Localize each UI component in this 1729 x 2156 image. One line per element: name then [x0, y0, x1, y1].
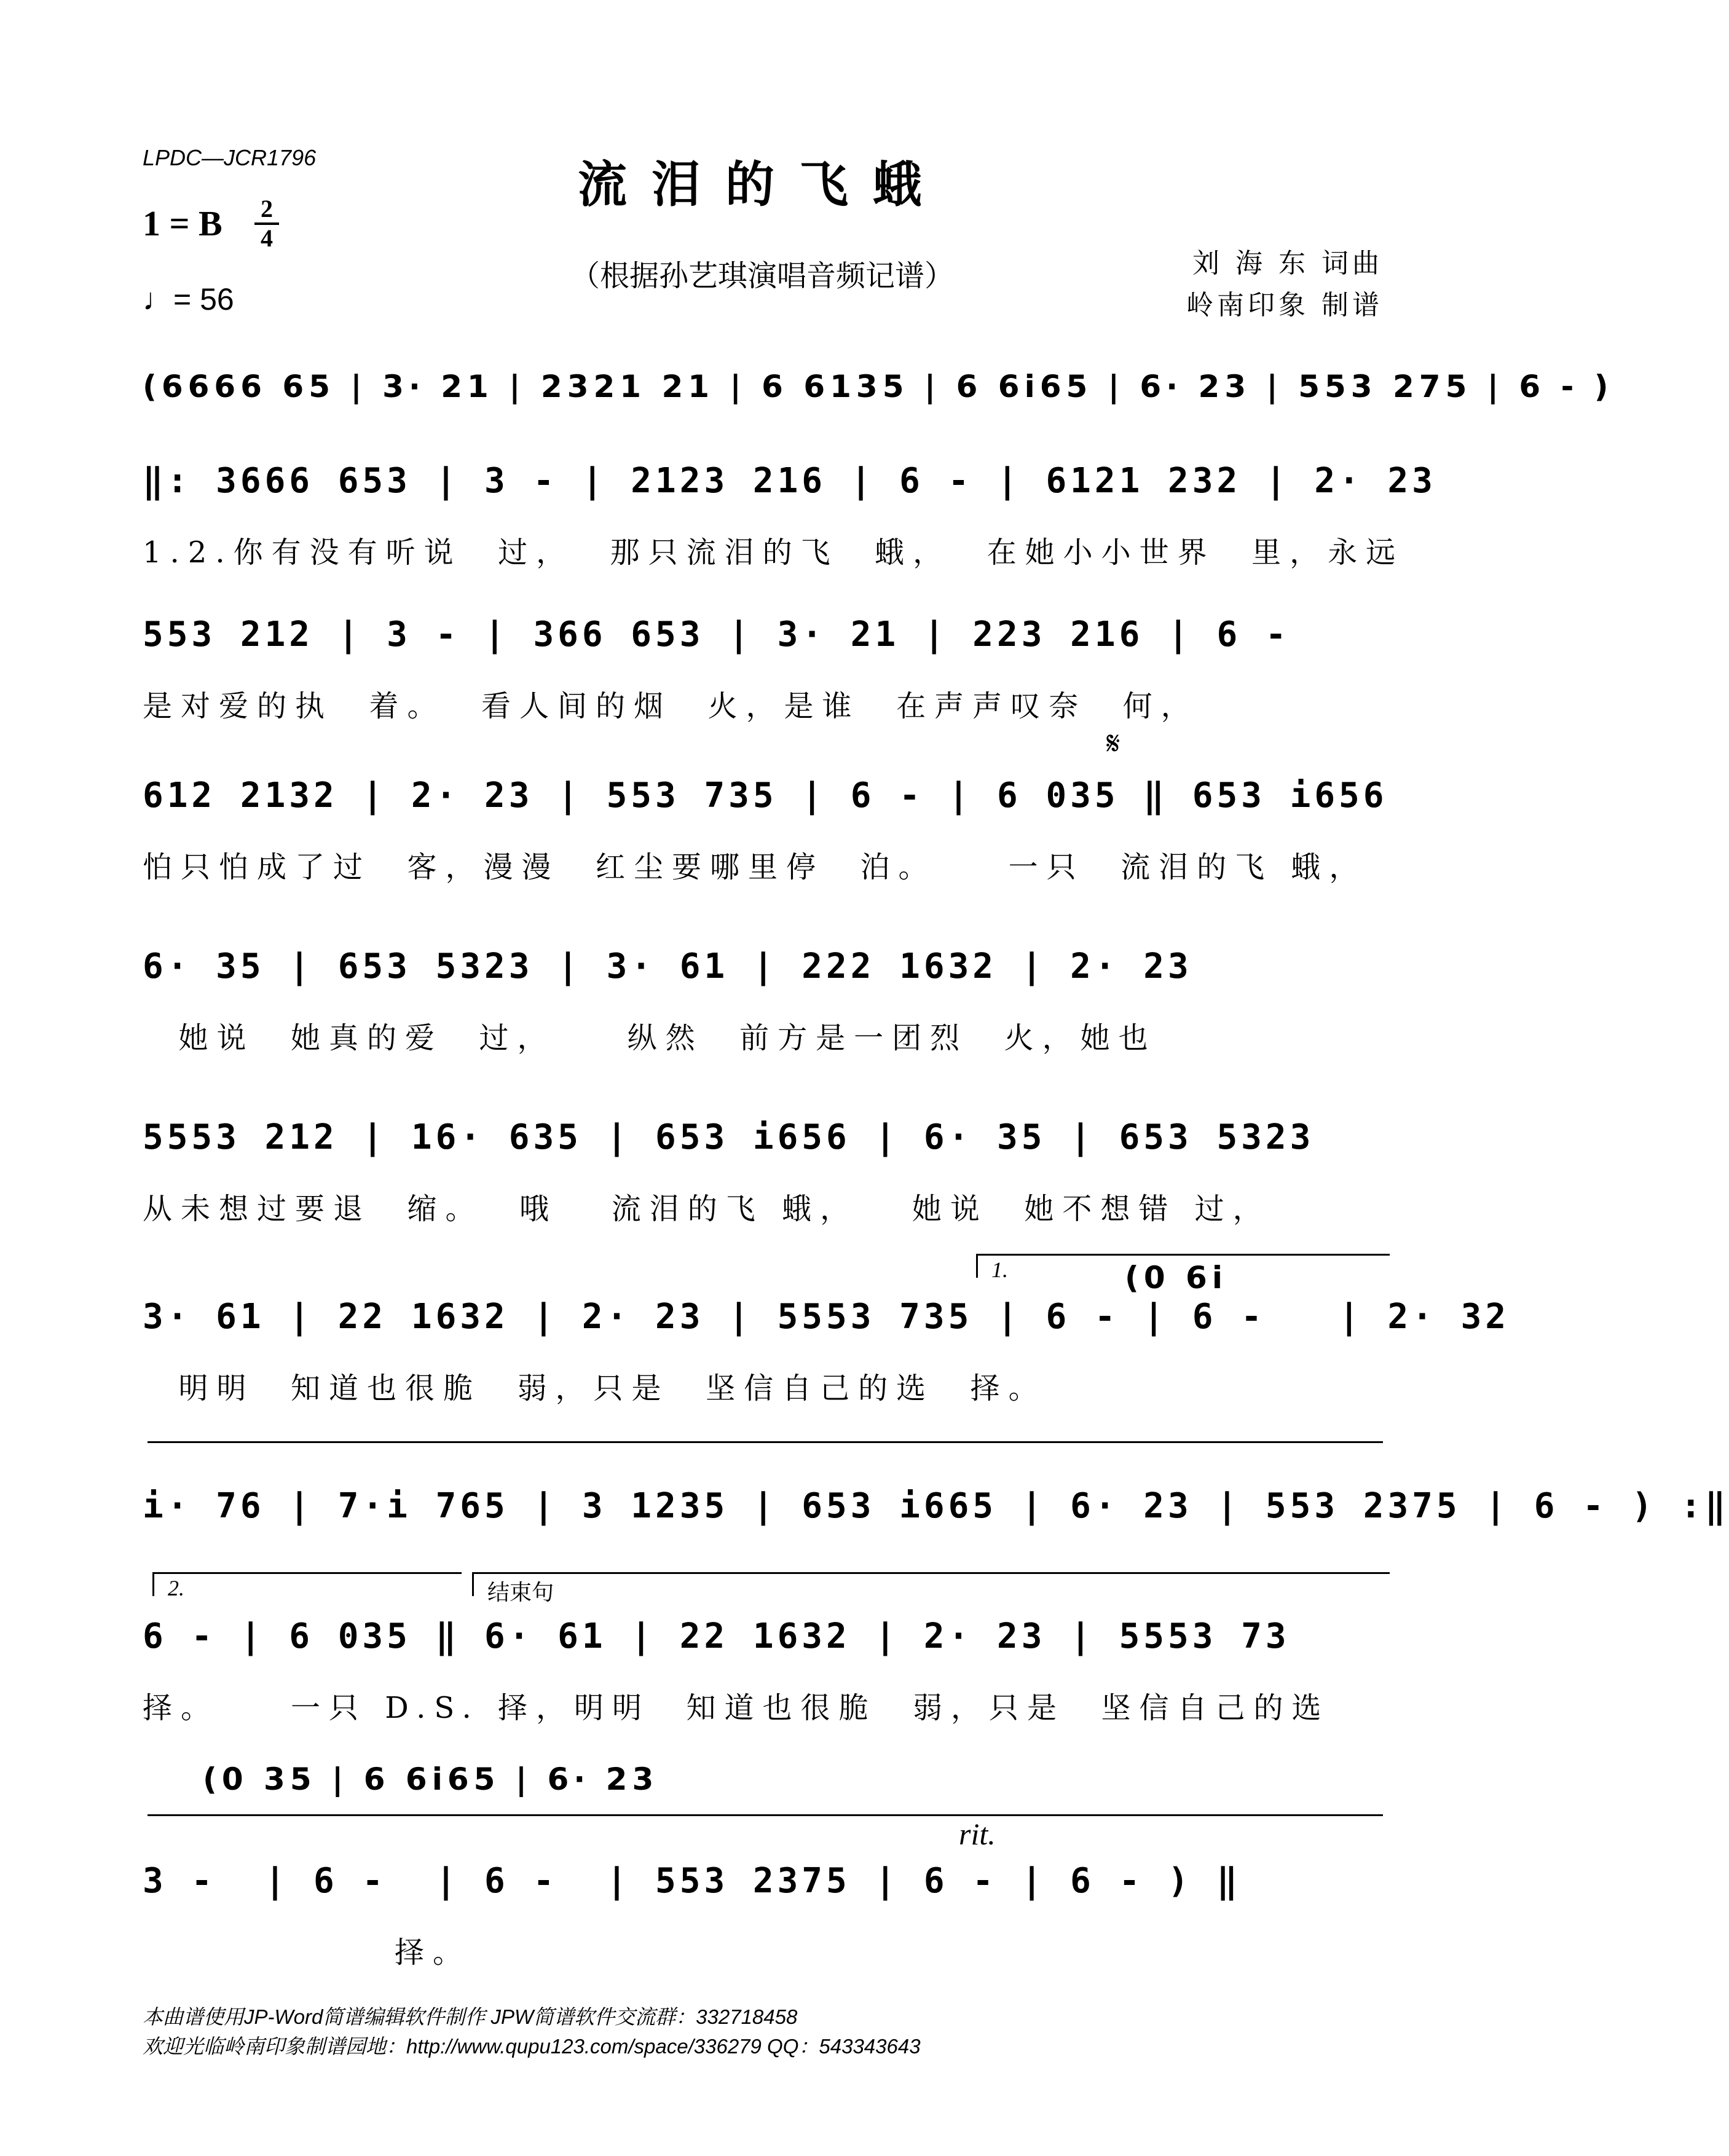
notes-line-8: 6 - | 6 035 ‖ 6· 61 | 22 1632 | 2· 23 | 5553 73 [143, 1616, 1290, 1656]
segno-sign: 𝄋 [1106, 725, 1121, 762]
ending-rule [148, 1814, 1383, 1816]
time-signature [254, 195, 279, 252]
coda-bracket [472, 1572, 1390, 1605]
lyrics-line-8: 择。 一只 D.S. 择，明明 知道也很脆 弱，只是 坚信自己的选 [143, 1691, 1330, 1725]
notes-line-4: 6· 35 | 653 5323 | 3· 61 | 222 1632 | 2· 23 [143, 946, 1192, 986]
ritardando-marking: rit. [959, 1817, 996, 1851]
notes-line-9: (0 35 | 6 6i65 | 6· 23 [203, 1761, 659, 1797]
volta-1-inner-notes: (0 6i [1125, 1260, 1227, 1296]
lyrics-line-6: 明明 知道也很脆 弱，只是 坚信自己的选 择。 [143, 1371, 1047, 1406]
catalog-number: LPDC—JCR1796 [143, 145, 317, 170]
notes-line-2: 553 212 | 3 - | 366 653 | 3· 21 | 223 216 | 6 - [143, 615, 1290, 655]
lyrics-line-5: 从未想过要退 缩。 哦 流泪的飞 蛾， 她说 她不想错 过， [143, 1192, 1271, 1226]
intro-notes: (6666 65 | 3· 21 | 2321 21 | 6 6135 | 6 6i65 | 6· 23 | 553 275 | 6 - ) [143, 369, 1613, 404]
volta-2-label: 2. [168, 1576, 184, 1600]
lyrics-line-2: 是对爱的执 着。 看人间的烟 火，是谁 在声声叹奈 何， [143, 689, 1199, 723]
notes-line-5: 5553 212 | 16· 635 | 653 i656 | 6· 35 | 653 5323 [143, 1117, 1315, 1157]
lyrics-line-10: 择。 [395, 1935, 471, 1970]
volta-1-continuation-rule [148, 1441, 1383, 1443]
time-signature-bottom: 4 [261, 224, 273, 252]
notes-line-3: 612 2132 | 2· 23 | 553 735 | 6 - | 6 035 ‖ 653 i656 [143, 776, 1388, 816]
notes-line-10: 3 - | 6 - | 6 - | 553 2375 | 6 - | 6 - ) ‖ [143, 1861, 1242, 1901]
subtitle: （根据孙艺琪演唱音频记谱） [570, 259, 954, 293]
volta-2-bracket [152, 1572, 462, 1600]
time-signature-top: 2 [261, 195, 273, 222]
lyricist-composer: 刘 海 东 词曲 [1192, 248, 1383, 279]
volta-1-label: 1. [991, 1257, 1008, 1282]
song-title: 流泪的飞蛾 [578, 155, 947, 213]
notes-line-7: i· 76 | 7·i 765 | 3 1235 | 653 i665 | 6· 23 | 553 2375 | 6 - ) :‖ [143, 1486, 1729, 1526]
notes-line-1: ‖: 3666 653 | 3 - | 2123 216 | 6 - | 6121 232 | 2· 23 [143, 461, 1436, 501]
key-signature: 1 = B [143, 203, 223, 243]
footer-website-note: 欢迎光临岭南印象制谱园地：http://www.qupu123.com/space/336279 QQ：543343643 [143, 2035, 921, 2058]
transcriber: 岭南印象 制谱 [1186, 289, 1383, 321]
footer-software-note: 本曲谱使用JP-Word简谱编辑软件制作 JPW简谱软件交流群：332718458 [143, 2005, 798, 2028]
tempo-marking: ♩= 56 [143, 282, 234, 317]
coda-label: 结束句 [487, 1580, 554, 1605]
lyrics-line-4: 她说 她真的爱 过， 纵然 前方是一团烈 火，她也 [143, 1021, 1157, 1055]
notes-line-6: 3· 61 | 22 1632 | 2· 23 | 5553 735 | 6 - | 6 - | 2· 32 [143, 1297, 1510, 1337]
lyrics-line-3: 怕只怕成了过 客，漫漫 红尘要哪里停 泊。 一只 流泪的飞 蛾， [143, 850, 1368, 884]
lyrics-line-1: 1.2.你有没有听说 过， 那只流泪的飞 蛾， 在她小小世界 里，永远 [143, 535, 1404, 570]
